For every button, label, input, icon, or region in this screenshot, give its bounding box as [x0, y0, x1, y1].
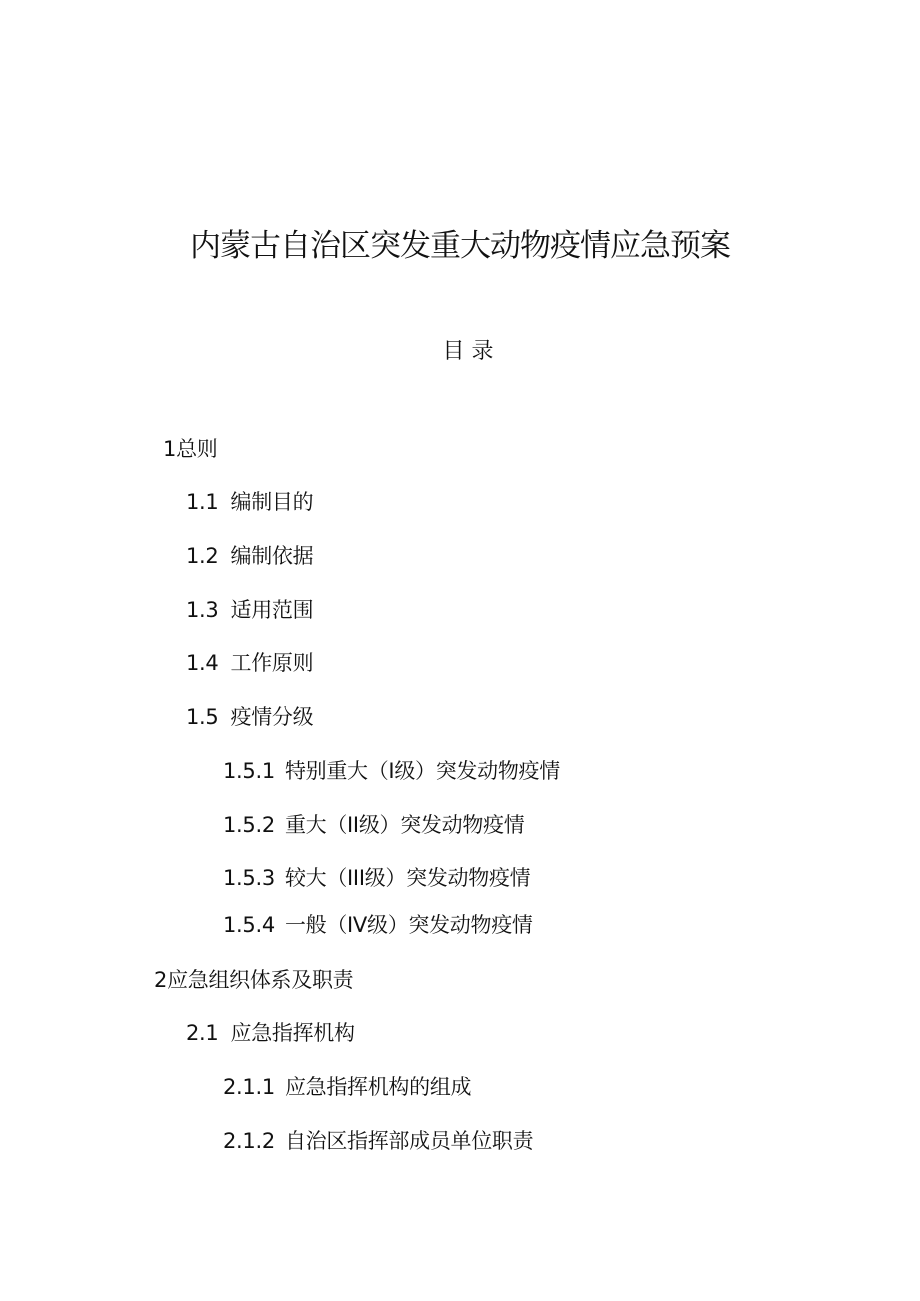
toc-entry[interactable] — [186, 595, 313, 625]
toc-entry-title: 重大（II级）突发动物疫情 — [284, 813, 525, 837]
toc-entry-title: 较大（III级）突发动物疫情 — [284, 866, 531, 890]
toc-entry[interactable] — [186, 648, 313, 678]
toc-entry[interactable] — [186, 1018, 355, 1048]
toc-entry[interactable] — [163, 434, 217, 464]
toc-entry[interactable] — [223, 1126, 533, 1156]
toc-entry[interactable] — [186, 702, 313, 732]
toc-entry-title: 适用范围 — [230, 598, 314, 622]
toc-entry-title: 疫情分级 — [230, 705, 314, 729]
toc-entry-title: 应急组织体系及职责 — [167, 968, 354, 992]
toc-entry-title: 特别重大（I级）突发动物疫情 — [284, 759, 560, 783]
toc-entry-number: 1.5.3 — [223, 866, 275, 890]
toc-entry-number: 1.5 — [186, 705, 219, 729]
toc-entry-number: 1.5.2 — [223, 813, 275, 837]
toc-entry[interactable] — [154, 965, 353, 995]
toc-entry[interactable] — [223, 1072, 471, 1102]
toc-entry-number: 1.3 — [186, 598, 219, 622]
toc-entry-number: 1.2 — [186, 544, 219, 568]
toc-entry-title: 应急指挥机构 — [230, 1021, 355, 1045]
toc-entry[interactable] — [223, 756, 560, 786]
toc-entry-number: 2.1.1 — [223, 1075, 275, 1099]
toc-entry-number: 2.1.2 — [223, 1129, 275, 1153]
toc-entry-title: 自治区指挥部成员单位职责 — [284, 1129, 534, 1153]
toc-entry-number: 1.1 — [186, 490, 219, 514]
document-title: 内蒙古自治区突发重大动物疫情应急预案 — [190, 228, 730, 264]
toc-entry[interactable] — [186, 541, 313, 571]
toc-entry-number: 2 — [154, 968, 168, 992]
toc-entry-number: 2.1 — [186, 1021, 219, 1045]
toc-heading: 目 录 — [442, 339, 494, 364]
toc-entry-title: 一般（IV级）突发动物疫情 — [284, 913, 533, 937]
toc-entry[interactable] — [223, 863, 530, 893]
toc-entry[interactable] — [223, 810, 524, 840]
toc-entry-number: 1.5.1 — [223, 759, 275, 783]
toc-entry-number: 1 — [163, 437, 177, 461]
toc-entry-title: 编制依据 — [230, 544, 314, 568]
toc-entry-title: 总则 — [176, 437, 218, 461]
toc-entry[interactable] — [186, 487, 313, 517]
toc-entry-title: 应急指挥机构的组成 — [284, 1075, 472, 1099]
toc-entry-number: 1.4 — [186, 651, 219, 675]
toc-entry-title: 工作原则 — [230, 651, 314, 675]
toc-entry[interactable] — [223, 910, 533, 940]
toc-entry-title: 编制目的 — [230, 490, 314, 514]
toc-entry-number: 1.5.4 — [223, 913, 275, 937]
